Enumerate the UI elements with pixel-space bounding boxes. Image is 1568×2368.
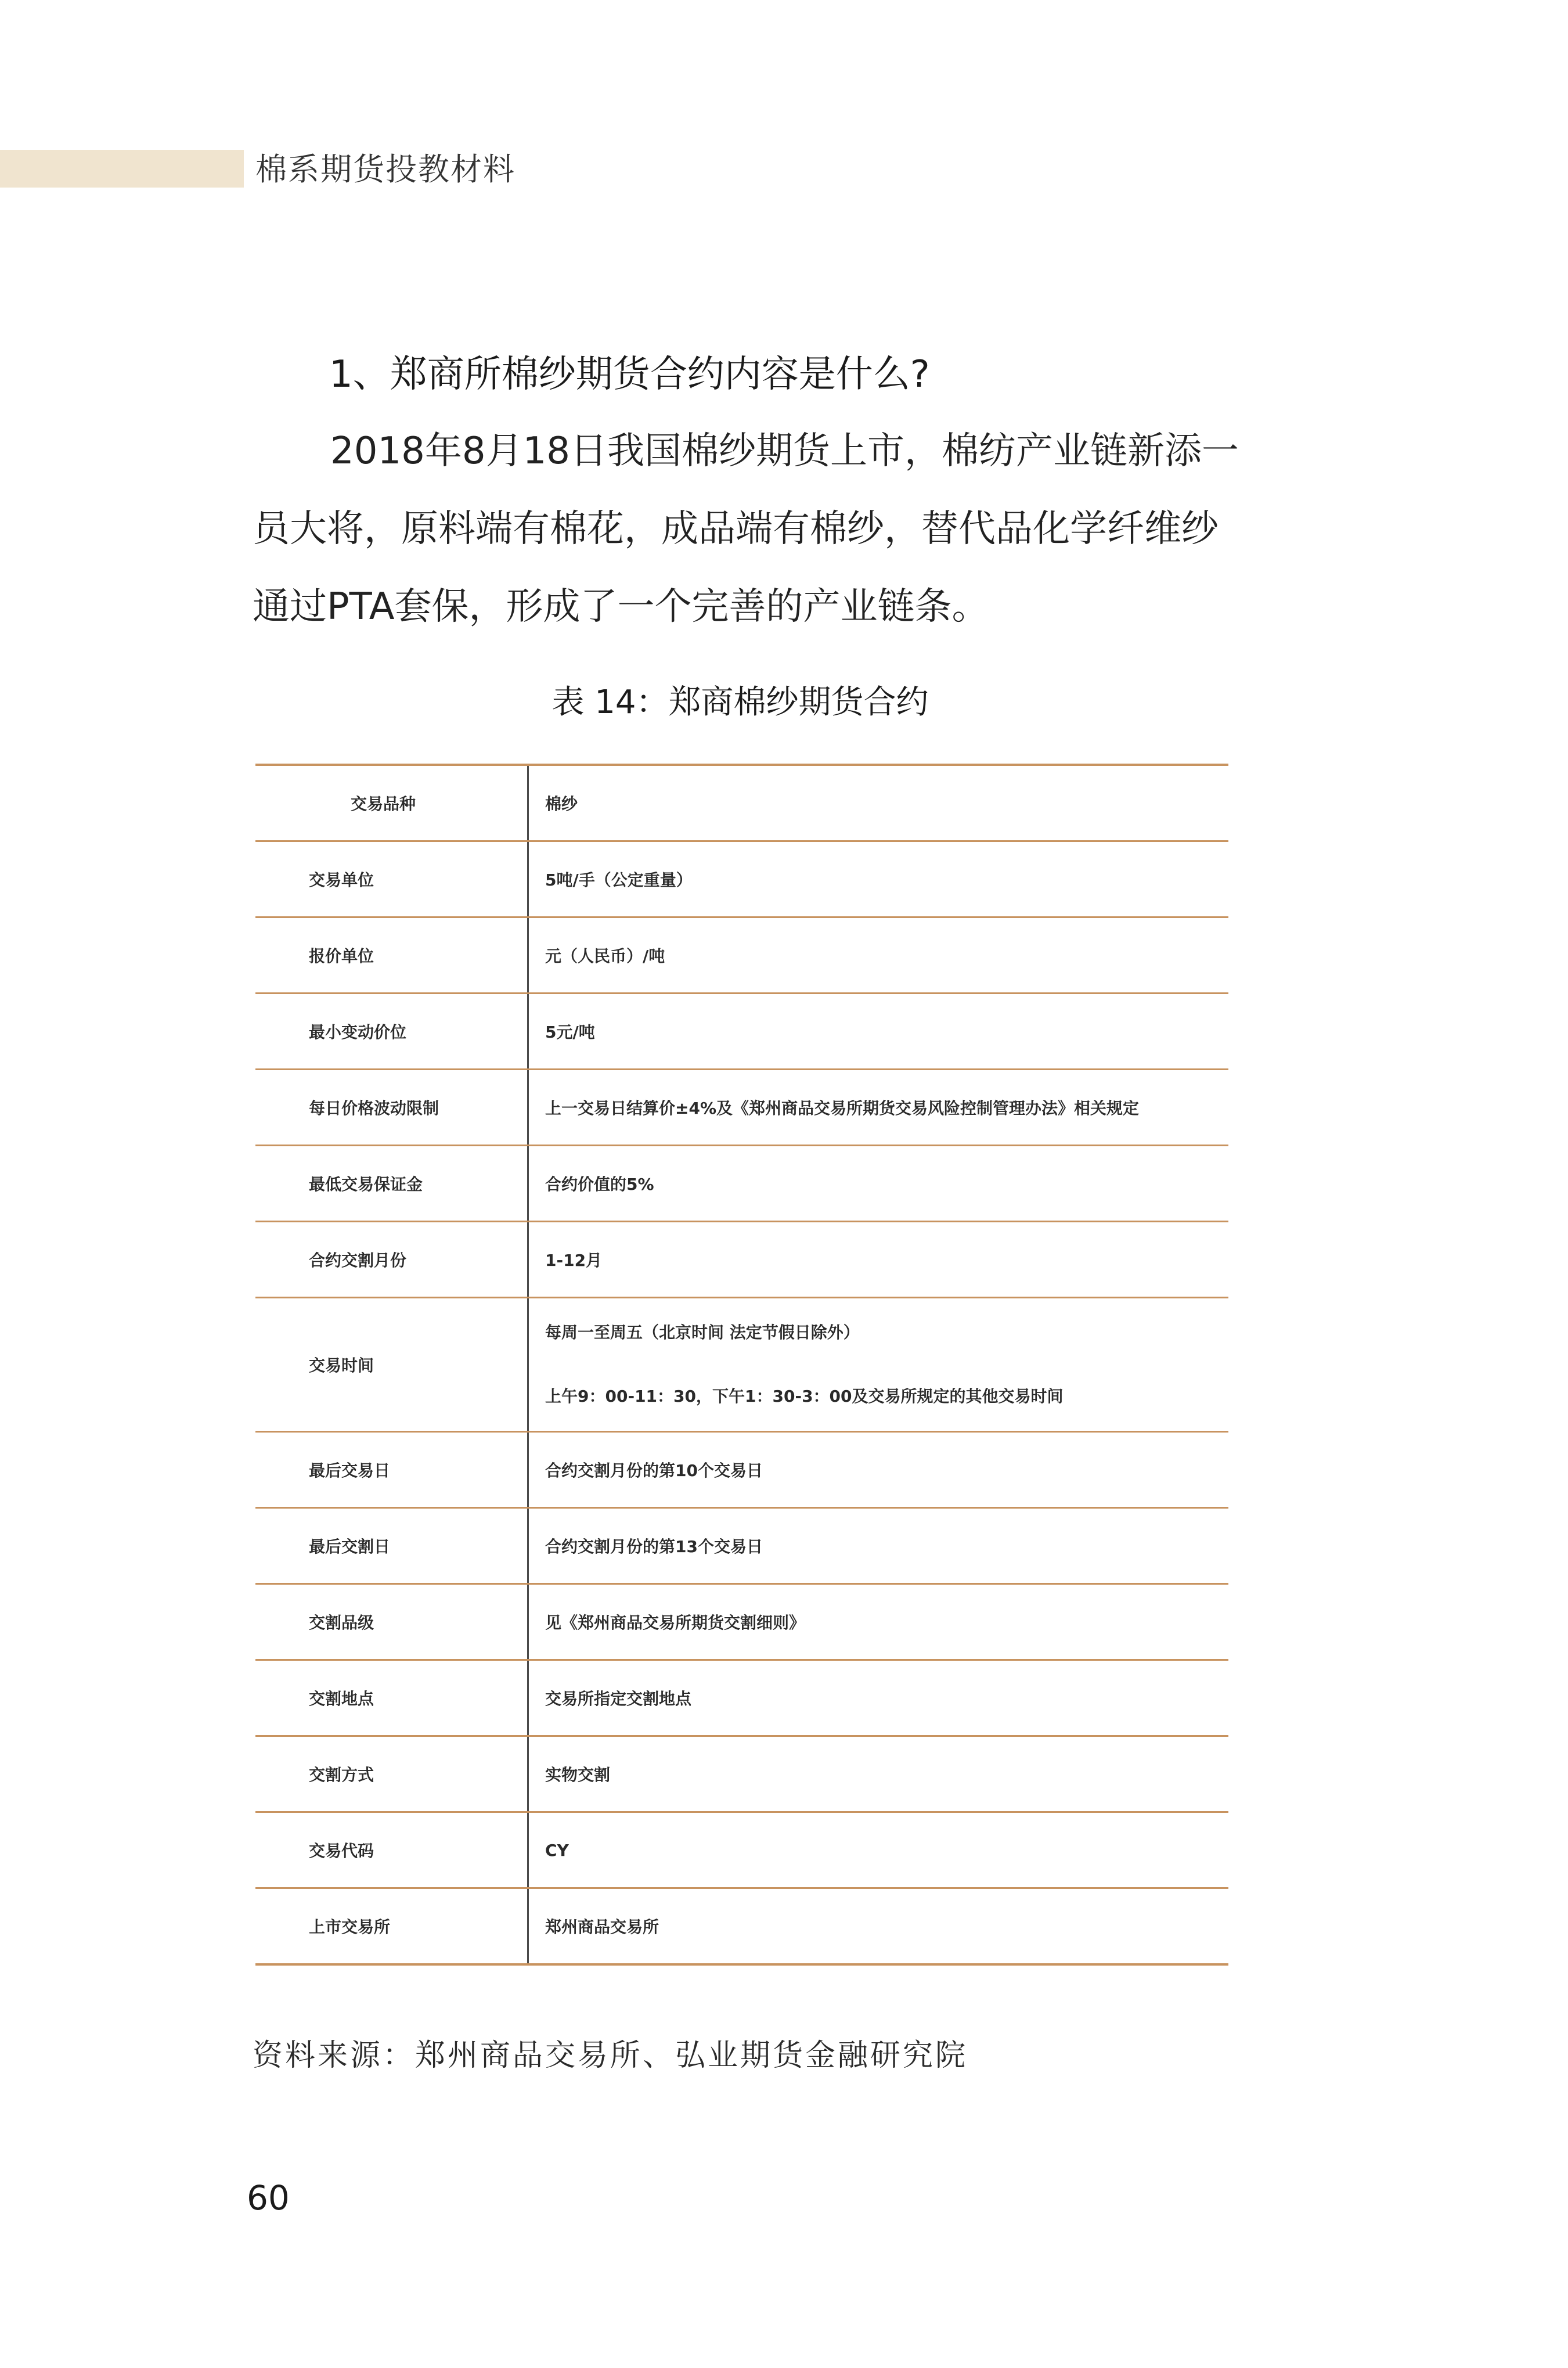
row-key: 最低交易保证金	[255, 1146, 528, 1222]
row-value-line: 上午9：00-11：30，下午1：30-3：00及交易所规定的其他交易时间	[545, 1387, 1064, 1406]
row-key: 每日价格波动限制	[255, 1070, 528, 1146]
table-row	[255, 765, 1228, 841]
row-value: 合约价值的5%	[528, 1146, 1229, 1222]
row-value: 见《郑州商品交易所期货交割细则》	[528, 1584, 1229, 1660]
row-value: 5元/吨	[528, 994, 1229, 1070]
table-row	[255, 1584, 1228, 1660]
row-key: 交易时间	[255, 1298, 528, 1432]
table-row	[255, 1660, 1228, 1736]
row-value: 1-12月	[528, 1222, 1229, 1298]
source-note: 资料来源：郑州商品交易所、弘业期货金融研究院	[253, 2038, 968, 2073]
table-row	[255, 994, 1228, 1070]
row-key: 报价单位	[255, 917, 528, 994]
row-value: 元（人民币）/吨	[528, 917, 1229, 994]
table-row	[255, 917, 1228, 994]
table-caption: 表 14：郑商棉纱期货合约	[551, 683, 929, 721]
row-key: 合约交割月份	[255, 1222, 528, 1298]
table-row	[255, 1508, 1228, 1584]
row-key: 最后交割日	[255, 1508, 528, 1584]
row-value: 5吨/手（公定重量）	[528, 841, 1229, 917]
row-value: 合约交割月份的第13个交易日	[528, 1508, 1229, 1584]
table-row	[255, 1432, 1228, 1508]
section-heading: 1、郑商所棉纱期货合约内容是什么?	[329, 353, 930, 396]
table-row	[255, 841, 1228, 917]
table-row	[255, 1298, 1228, 1432]
row-value: 郑州商品交易所	[545, 1917, 659, 1937]
row-key: 交割地点	[255, 1660, 528, 1736]
row-value: 合约交割月份的第10个交易日	[528, 1432, 1229, 1508]
row-key: 交割品级	[255, 1584, 528, 1660]
row-value: 交易所指定交割地点	[528, 1660, 1229, 1736]
row-value-line: 每周一至周五（北京时间 法定节假日除外）	[545, 1323, 860, 1342]
table-row	[255, 1812, 1228, 1888]
page-number: 60	[247, 2178, 290, 2218]
row-value: 实物交割	[528, 1736, 1229, 1812]
running-header-title: 棉系期货投教材料	[255, 151, 516, 188]
row-value: 棉纱	[528, 765, 1229, 841]
header-accent-band	[0, 150, 244, 188]
row-key: 交易品种	[255, 765, 528, 841]
body-paragraph: 2018年8月18日我国棉纱期货上市，棉纺产业链新添一员大将，原料端有棉花，成品端有棉纱，替代品化学纤维纱通过PTA套保，形成了一个完善的产业链条。	[253, 430, 1239, 628]
contract-spec-table	[255, 764, 1228, 1966]
row-key: 上市交易所	[255, 1888, 528, 1965]
row-key: 最后交易日	[255, 1432, 528, 1508]
row-key: 最小变动价位	[255, 994, 528, 1070]
row-value: CY	[528, 1812, 1229, 1888]
row-value	[528, 1298, 1229, 1432]
row-key: 交割方式	[255, 1736, 528, 1812]
row-key: 交易单位	[255, 841, 528, 917]
row-value: 上一交易日结算价±4%及《郑州商品交易所期货交易风险控制管理办法》相关规定	[528, 1070, 1229, 1146]
table-row	[255, 1070, 1228, 1146]
table-row	[255, 1888, 1228, 1965]
table-row	[255, 1222, 1228, 1298]
table-row	[255, 1736, 1228, 1812]
row-key: 交易代码	[255, 1812, 528, 1888]
table-row	[255, 1146, 1228, 1222]
